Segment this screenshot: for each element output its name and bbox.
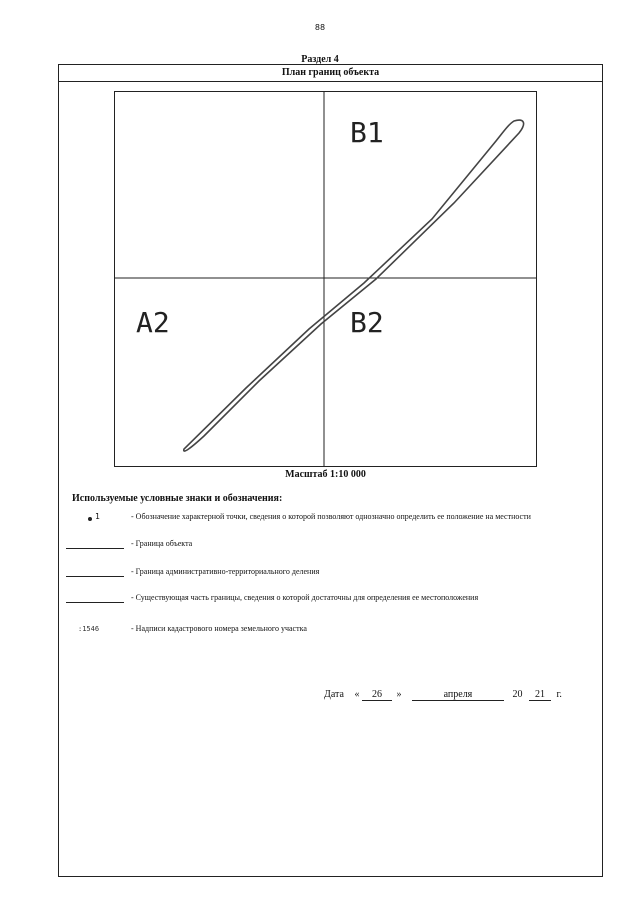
legend-item-admin-boundary xyxy=(60,567,580,581)
date-open-quote: « xyxy=(354,689,360,700)
boundary-plan-map xyxy=(114,91,537,467)
cadastral-number-sample: :1546 xyxy=(78,625,100,633)
date-label: Дата xyxy=(324,689,344,700)
legend-text: - Существующая часть границы, сведения о которой достаточны для определения ее местоположения xyxy=(131,593,479,602)
date-close-quote: » xyxy=(396,689,402,700)
legend-item-existing-boundary xyxy=(60,593,580,615)
map-scale: Масштаб 1:10 000 xyxy=(285,469,366,480)
sheet-label-a2: A2 xyxy=(136,306,170,339)
existing-boundary-line-icon xyxy=(66,602,124,603)
date-year-prefix: 20 xyxy=(512,689,523,700)
legend-symbol xyxy=(60,539,125,553)
legend-item-object-boundary xyxy=(60,539,580,553)
legend-text: - Обозначение характерной точки, сведения о которой позволяют однозначно определить ее положение на местности xyxy=(131,512,531,521)
characteristic-point-icon xyxy=(88,517,92,521)
legend-item-point xyxy=(60,512,580,534)
legend-symbol xyxy=(60,624,125,638)
page-title: План границ объекта xyxy=(58,64,603,82)
sheet-label-b2: B2 xyxy=(350,306,384,339)
legend-title: Используемые условные знаки и обозначения: xyxy=(72,493,283,504)
date-line xyxy=(324,689,562,701)
map-border xyxy=(115,92,537,467)
legend-text: - Граница объекта xyxy=(131,539,193,548)
sheet-label-b1: B1 xyxy=(350,116,384,149)
point-number: 1 xyxy=(95,512,100,521)
object-boundary-outline xyxy=(184,120,524,451)
legend-symbol xyxy=(60,512,125,534)
date-month: апреля xyxy=(412,689,504,701)
legend-item-cadastral-label xyxy=(60,624,580,638)
page-number: 88 xyxy=(314,23,326,32)
admin-boundary-line-icon xyxy=(66,576,124,577)
legend-text: - Надписи кадастрового номера земельного участка xyxy=(131,624,307,633)
legend-symbol xyxy=(60,567,125,581)
date-day: 26 xyxy=(362,689,392,701)
section-label: Раздел 4 xyxy=(301,54,339,65)
date-year-suffix: 21 xyxy=(529,689,551,701)
boundary-line-icon xyxy=(66,548,124,549)
legend-symbol xyxy=(60,593,125,615)
date-year-abbr: г. xyxy=(556,689,562,700)
legend-text: - Граница административно-территориального деления xyxy=(131,567,320,576)
